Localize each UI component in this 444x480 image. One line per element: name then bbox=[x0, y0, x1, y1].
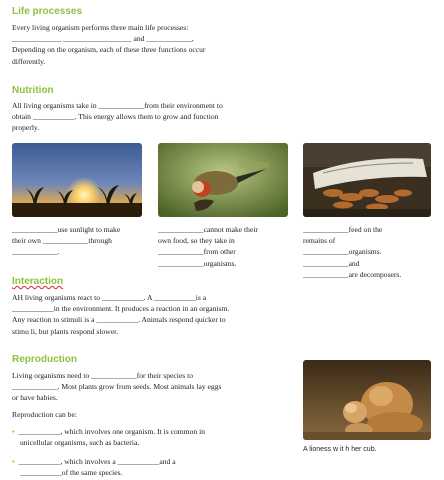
text-line: ____________. Most plants grow from seeds. Most animals lay eggs bbox=[12, 382, 222, 392]
text-line: or have babies. bbox=[12, 393, 58, 403]
text-line: ____________. bbox=[12, 247, 60, 257]
text-line: ____________feed on the bbox=[303, 225, 383, 234]
text-line: Any reaction to stimuli is a ___________. Animals respond quicker to bbox=[12, 315, 226, 325]
bullet-sexual bbox=[12, 456, 176, 478]
interaction-text bbox=[12, 292, 229, 337]
text-line: differently. bbox=[12, 56, 46, 66]
text-line: their own ____________through bbox=[12, 236, 112, 246]
text-line: ____________cannot make their bbox=[158, 225, 258, 234]
text-line: unicellular organisms, such as bacteria. bbox=[20, 438, 140, 448]
text-line bbox=[12, 456, 176, 467]
text-line: _____________ __________________ and ____________, bbox=[12, 34, 194, 44]
bullet-asexual bbox=[12, 426, 205, 448]
reproduction-intro: Reproduction can be: bbox=[12, 410, 77, 419]
section-title-nutrition: Nutrition bbox=[12, 85, 54, 96]
text-line: properly. bbox=[12, 123, 40, 133]
text-line: ___________in the environment. It produces a reaction in an organism. bbox=[12, 304, 230, 314]
lioness-caption: A lioness w it h her cub. bbox=[303, 446, 377, 453]
life-processes-text bbox=[12, 22, 205, 67]
section-title-life-processes: Life processes bbox=[12, 6, 83, 17]
text-line: obtain ___________. This energy allows them to grow and function bbox=[12, 112, 219, 122]
text-line: stimu li, but plants respond slower. bbox=[12, 326, 119, 336]
text-line: ___________of the same species. bbox=[20, 468, 123, 478]
bullet-icon: • bbox=[12, 457, 15, 466]
nutrition-text bbox=[12, 100, 223, 134]
reproduction-text bbox=[12, 370, 221, 404]
text-line: remains of bbox=[303, 236, 336, 246]
text-line: Depending on the organism, each of these three functions occur bbox=[12, 45, 206, 55]
bullet-text: ___________, which involves a ___________and a bbox=[18, 457, 176, 466]
text-line bbox=[12, 426, 205, 437]
lioness-cub-photo bbox=[303, 360, 431, 440]
seedlings-sunset-photo bbox=[12, 143, 142, 217]
text-line: AH living organisms react to ___________. A ___________is a bbox=[12, 293, 207, 302]
text-line: ____________organisms. bbox=[303, 247, 382, 257]
section-title-reproduction: Reproduction bbox=[12, 354, 77, 365]
text-line: Every living organism performs three main life processes: bbox=[12, 23, 189, 32]
text-line: ____________are decomposers. bbox=[303, 269, 402, 279]
text-line: ____________from other bbox=[158, 247, 236, 257]
section-title-interaction: Interaction bbox=[12, 276, 64, 287]
consumers-text bbox=[158, 224, 258, 269]
text-line: Living organisms need to ____________for their species to bbox=[12, 371, 194, 380]
mushrooms-log-photo bbox=[303, 143, 431, 217]
text-line: ____________use sunlight to make bbox=[12, 225, 121, 234]
text-line: ____________organisms. bbox=[158, 258, 237, 268]
text-line: All living organisms take in ____________from their environment to bbox=[12, 101, 223, 110]
bullet-icon: • bbox=[12, 427, 15, 436]
producers-text bbox=[12, 224, 120, 258]
bullet-text: ___________, which involves one organism. It is common in bbox=[18, 427, 205, 436]
text-line: own food, so they take in bbox=[158, 236, 235, 246]
decomposers-text bbox=[303, 224, 401, 280]
bird-eating-photo bbox=[158, 143, 288, 217]
text-line: ____________and bbox=[303, 258, 360, 268]
